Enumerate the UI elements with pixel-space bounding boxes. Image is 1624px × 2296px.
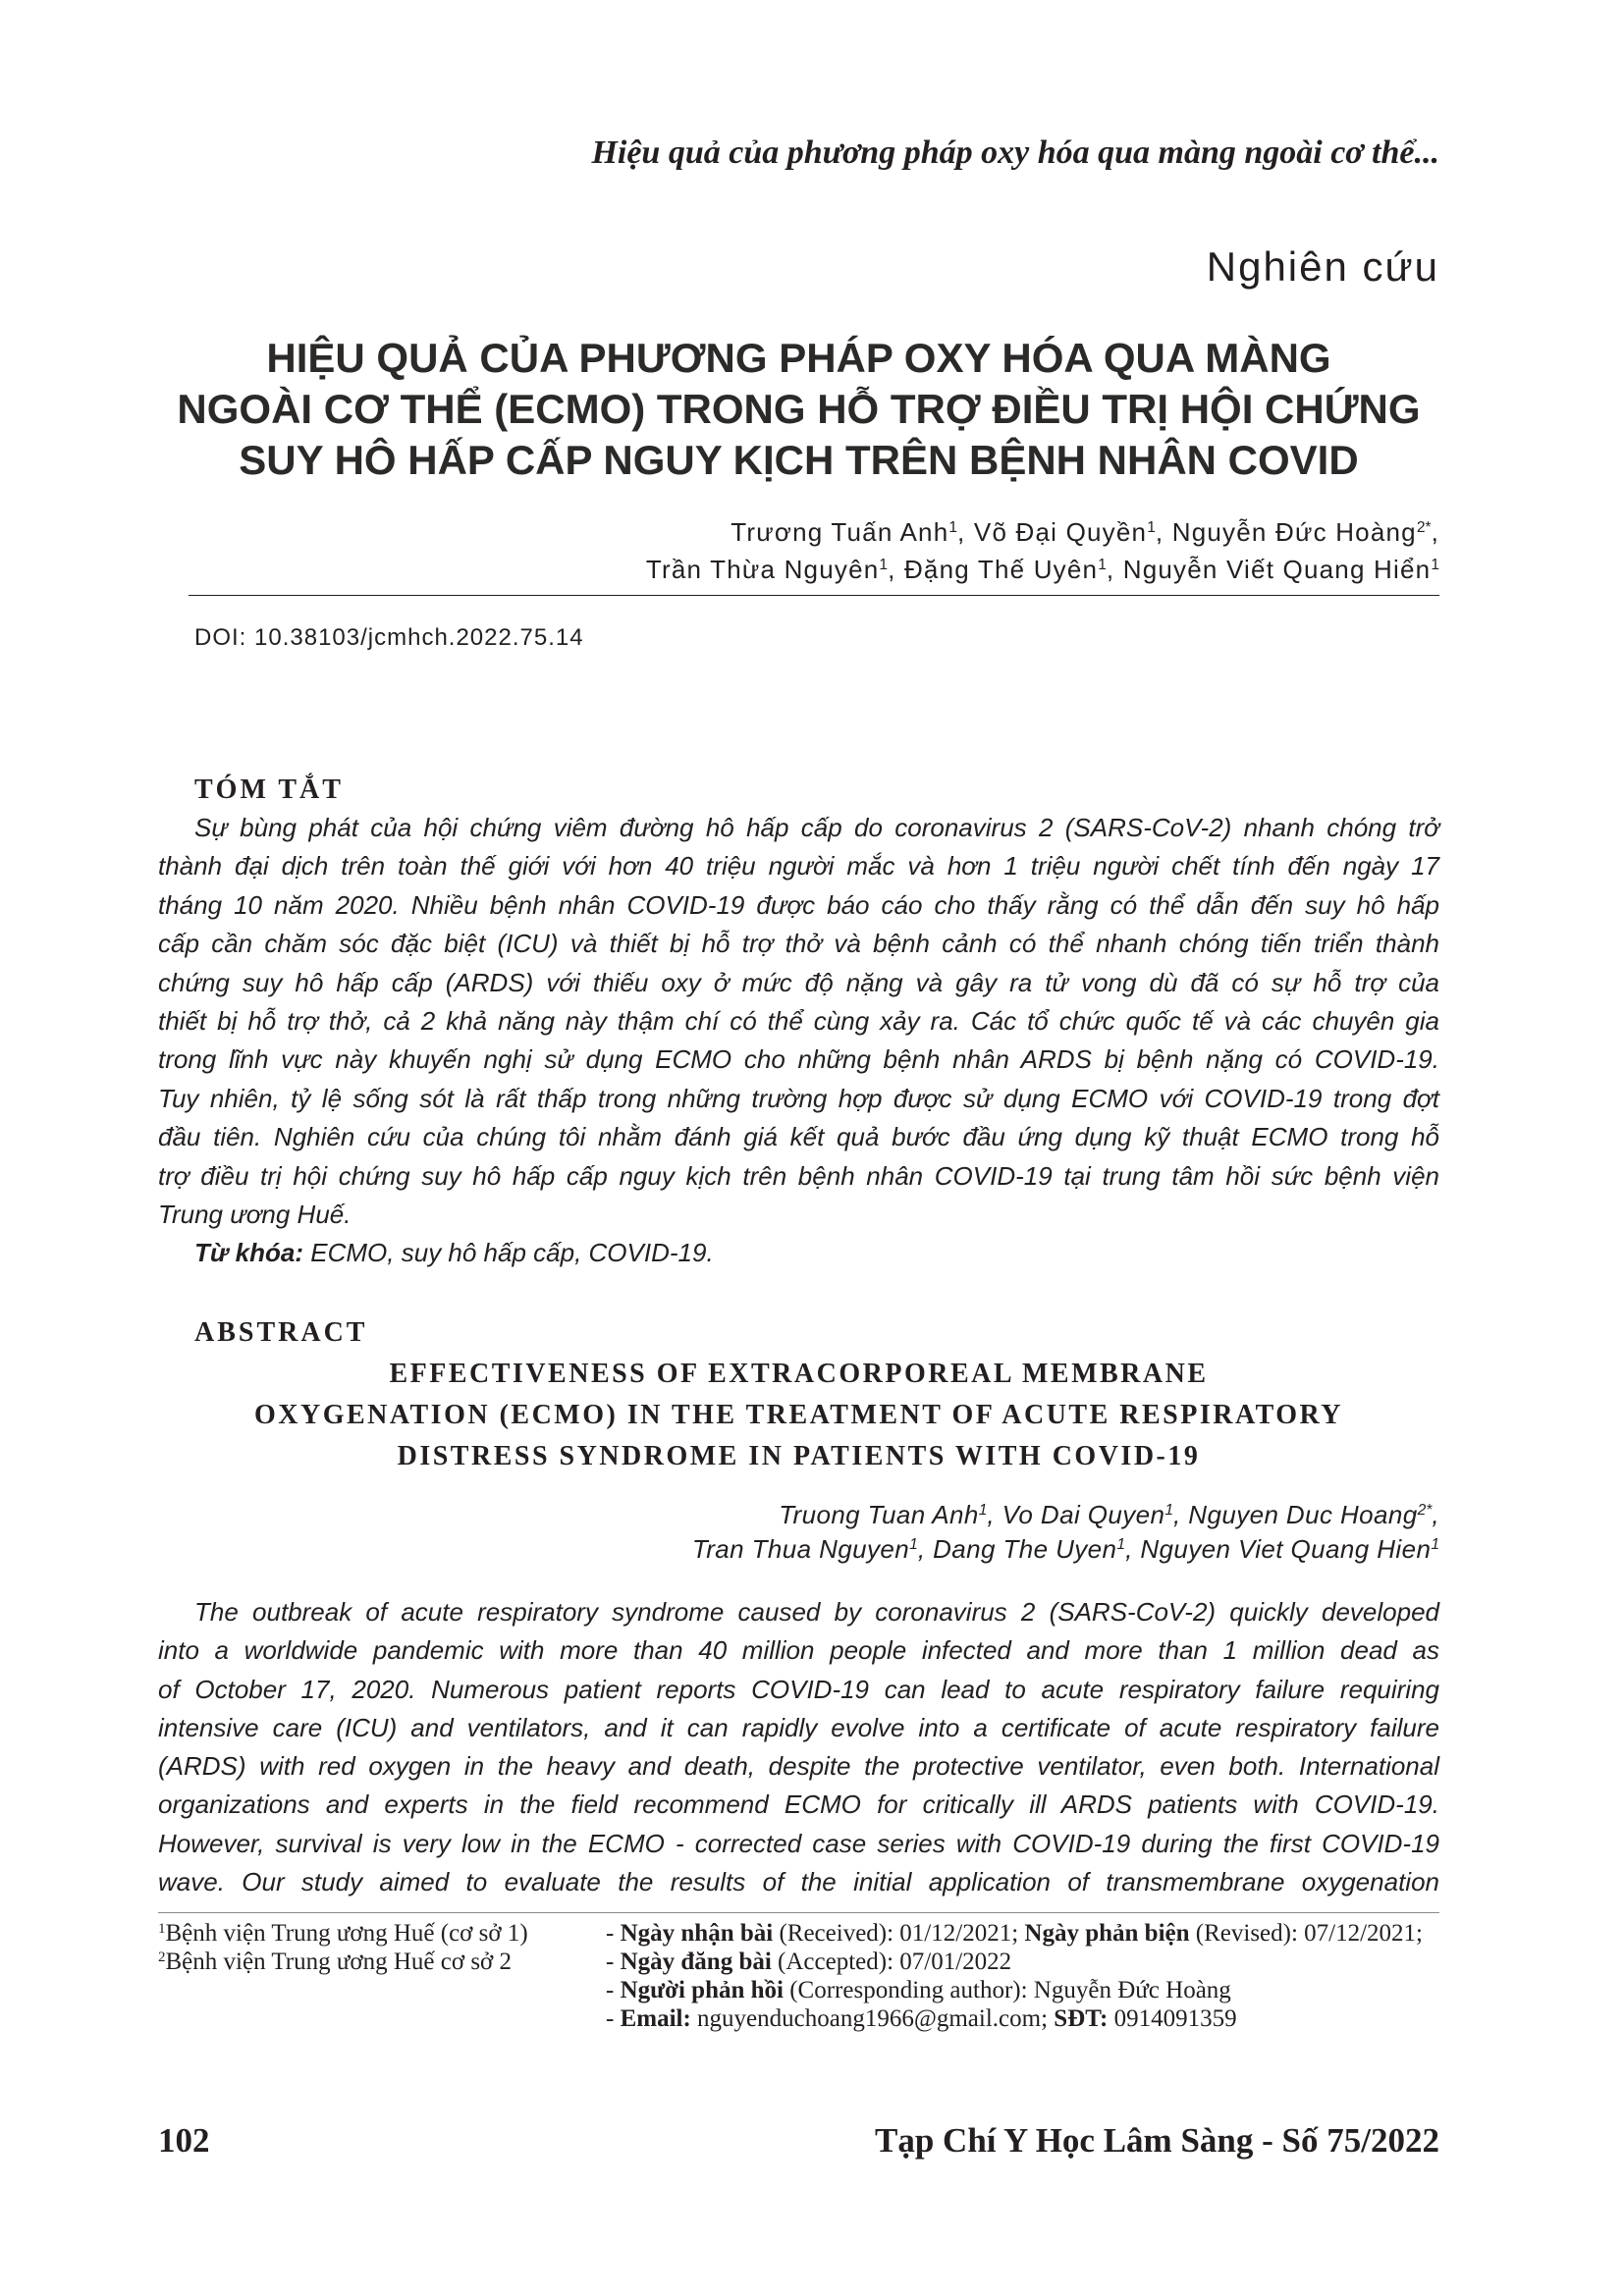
article-info: [606, 1919, 1423, 2033]
abstract-line: cấp cần chăm sóc đặc biệt (ICU) và thiết bị hỗ trợ thở và bệnh cảnh có thể nhanh chóng tiến triển thành: [158, 929, 1439, 959]
article-info-text: (Corresponding author): Nguyễn Đức Hoàng: [783, 1977, 1231, 2003]
article-info-text: -: [606, 2005, 621, 2032]
page-number: 102: [158, 2121, 210, 2160]
author-line: [692, 1498, 1439, 1532]
author-separator: ,: [917, 1533, 926, 1564]
abstract-line: organizations and experts in the field recommend ECMO for critically ill ARDS patients with COVID-19.: [158, 1789, 1439, 1820]
affiliation-marker: 1: [879, 556, 889, 573]
article-info-text: (Received): 01/12/2021;: [773, 1920, 1025, 1947]
article-info-text: (Revised): 07/12/2021;: [1189, 1920, 1424, 1947]
abstract-heading-vi: TÓM TẮT: [194, 774, 344, 805]
abstract-line: The outbreak of acute respiratory syndrome caused by coronavirus 2 (SARS-CoV-2) quickly developed: [194, 1597, 1439, 1627]
author-line: [646, 514, 1439, 552]
affiliation-marker: 1: [1431, 556, 1439, 573]
affiliation-marker: 1: [1164, 1502, 1174, 1520]
keywords-text: ECMO, suy hô hấp cấp, COVID-19.: [310, 1238, 714, 1268]
author-name: Nguyen Viet Quang Hien: [1140, 1533, 1432, 1564]
abstract-body-vi: [158, 809, 1439, 1273]
author-list-vi: [646, 514, 1439, 588]
article-info-label: Email:: [620, 2005, 691, 2032]
affiliation-marker: 1: [1431, 1536, 1439, 1554]
author-name: Truong Tuan Anh: [779, 1500, 979, 1529]
affiliation-marker: 1: [1147, 519, 1156, 537]
abstract-line: đầu tiên. Nghiên cứu của chúng tôi nhằm đánh giá kết quả bước đầu ứng dụng kỹ thuật ECMO trong hỗ: [158, 1122, 1439, 1152]
article-info-text: nguyenduchoang1966@gmail.com;: [690, 2005, 1055, 2032]
abstract-line: thành đại dịch trên toàn thế giới với hơn 40 triệu người mắc và hơn 1 triệu người chết tính đến ngày 17: [158, 851, 1439, 881]
affiliation: [158, 1948, 528, 1976]
author-name: Trần Thừa Nguyên: [645, 554, 880, 584]
keywords-label: Từ khóa:: [194, 1238, 304, 1268]
abstract-line: thiết bị hỗ trợ thở, cả 2 khả năng này thậm chí có thể cùng xảy ra. Các tổ chức quốc tế và các chuyên gia: [158, 1006, 1439, 1037]
paper-title-en: [158, 1354, 1439, 1477]
abstract-line: Trung ương Huế.: [158, 1200, 352, 1230]
abstract-line: Tuy nhiên, tỷ lệ sống sót là rất thấp trong những trường hợp được sử dụng ECMO với COVID-19 trong đợt: [158, 1083, 1439, 1113]
author-name: Nguyễn Đức Hoàng: [1171, 517, 1417, 547]
abstract-line: Sự bùng phát của hội chứng viêm đường hô hấp cấp do coronavirus 2 (SARS-CoV-2) nhanh chóng trở: [194, 813, 1439, 842]
abstract-line: intensive care (ICU) and ventilators, and it can rapidly evolve into a certificate of acute respiratory failure: [158, 1712, 1439, 1742]
affiliation-marker: 1: [1098, 556, 1107, 573]
article-info-text: -: [606, 1920, 621, 1947]
affiliation-list: [158, 1919, 528, 1976]
abstract-body-en: [158, 1593, 1439, 1901]
author-separator: ,: [1173, 1500, 1181, 1529]
title-line: OXYGENATION (ECMO) IN THE TREATMENT OF ACUTE RESPIRATORY: [253, 1400, 1344, 1430]
article-info-label: Ngày nhận bài: [620, 1920, 774, 1947]
abstract-line: (ARDS) with red oxygen in the heavy and death, despite the protective ventilator, even both. International: [158, 1751, 1439, 1782]
author-separator: ,: [1431, 517, 1439, 547]
author-separator: ,: [987, 1500, 996, 1529]
affiliation-marker: 2*: [1416, 519, 1432, 537]
running-header: Hiệu quả của phương pháp oxy hóa qua màng ngoài cơ thể...: [591, 134, 1439, 171]
article-info-text: 0914091359: [1108, 2005, 1237, 2032]
author-name: Nguyen Duc Hoang: [1188, 1500, 1418, 1529]
keywords: [158, 1234, 1439, 1272]
article-info-label: Ngày đăng bài: [620, 1949, 772, 1975]
affiliation-marker: 1: [158, 1920, 166, 1937]
abstract-line: trợ điều trị hội chứng suy hô hấp cấp nguy kịch trên bệnh nhân COVID-19 tại trung tâm hồi sức bệnh viện: [158, 1160, 1439, 1191]
article-info-line: [606, 1976, 1423, 2004]
affiliation-marker: 2: [158, 1949, 166, 1965]
author-name: Vo Dai Quyen: [1001, 1500, 1165, 1529]
footnote-divider: [158, 1912, 1439, 1913]
author-name: Võ Đại Quyền: [973, 517, 1148, 547]
author-list-en: [692, 1498, 1439, 1566]
abstract-line: chứng suy hô hấp cấp (ARDS) với thiếu oxy ở mức độ nặng và gây ra tử vong dù đã có sự hỗ trợ của: [158, 967, 1439, 997]
article-info-label: Người phản hồi: [620, 1977, 784, 2003]
affiliation: [158, 1919, 528, 1948]
title-line: DISTRESS SYNDROME IN PATIENTS WITH COVID-19: [397, 1441, 1201, 1471]
title-line: HIỆU QUẢ CỦA PHƯƠNG PHÁP OXY HÓA QUA MÀNG: [266, 335, 1331, 381]
author-separator: ,: [888, 554, 896, 584]
author-separator: ,: [1155, 517, 1164, 547]
section-label: Nghiên cứu: [1206, 243, 1439, 290]
author-line: [692, 1532, 1439, 1567]
affiliation-marker: 1: [909, 1536, 918, 1554]
affiliation-marker: 1: [1116, 1536, 1126, 1554]
author-name: Đặng Thế Uyên: [903, 554, 1099, 584]
article-info-text: -: [606, 1949, 621, 1975]
author-separator: ,: [1106, 554, 1115, 584]
article-info-line: [606, 2004, 1423, 2033]
abstract-line: trong lĩnh vực này khuyến nghị sử dụng ECMO cho những bệnh nhân ARDS bị bệnh nặng có COVID-19.: [158, 1044, 1439, 1075]
author-name: Nguyễn Viết Quang Hiển: [1122, 554, 1432, 584]
abstract-line: wave. Our study aimed to evaluate the results of the initial application of transmembrane oxygenation: [158, 1867, 1439, 1897]
article-info-label: SĐT:: [1054, 2005, 1109, 2032]
author-name: Tran Thua Nguyen: [691, 1533, 910, 1564]
article-info-text: -: [606, 1977, 621, 2003]
abstract-heading-en: ABSTRACT: [194, 1317, 368, 1348]
author-name: Dang The Uyen: [933, 1533, 1117, 1564]
article-info-label: Ngày phản biện: [1024, 1920, 1190, 1947]
title-line: EFFECTIVENESS OF EXTRACORPOREAL MEMBRANE: [389, 1359, 1209, 1389]
journal-name: Tạp Chí Y Học Lâm Sàng - Số 75/2022: [875, 2121, 1439, 2160]
title-line: SUY HÔ HẤP CẤP NGUY KỊCH TRÊN BỆNH NHÂN COVID: [239, 437, 1359, 483]
author-separator: ,: [957, 517, 966, 547]
abstract-line: of October 17, 2020. Numerous patient reports COVID-19 can lead to acute respiratory failure requiring: [158, 1674, 1439, 1704]
affiliation-marker: 1: [978, 1502, 988, 1520]
article-info-line: [606, 1948, 1423, 1976]
article-info-text: (Accepted): 07/01/2022: [771, 1949, 1012, 1975]
title-line: NGOÀI CƠ THỂ (ECMO) TRONG HỖ TRỢ ĐIỀU TRỊ HỘI CHỨNG: [177, 386, 1421, 432]
author-name: Trương Tuấn Anh: [731, 517, 949, 547]
author-line: [646, 552, 1439, 589]
affiliation-marker: 1: [948, 519, 958, 537]
abstract-line: into a worldwide pandemic with more than 40 million people infected and more than 1 million dead as: [158, 1635, 1439, 1666]
article-info-line: [606, 1919, 1423, 1948]
header-divider: [189, 595, 1439, 596]
affiliation-text: Bệnh viện Trung ương Huế cơ sở 2: [165, 1949, 513, 1975]
author-separator: ,: [1432, 1500, 1439, 1529]
author-separator: ,: [1125, 1533, 1133, 1564]
affiliation-marker: 2*: [1417, 1502, 1433, 1520]
paper-title-vi: [158, 333, 1439, 486]
abstract-line: tháng 10 năm 2020. Nhiều bệnh nhân COVID-19 được báo cáo cho thấy rằng có thể dẫn đến suy hô hấp: [158, 889, 1439, 920]
doi: DOI: 10.38103/jcmhch.2022.75.14: [194, 624, 584, 651]
abstract-line: However, survival is very low in the ECMO - corrected case series with COVID-19 during the first COVID-19: [158, 1828, 1439, 1858]
affiliation-text: Bệnh viện Trung ương Huế (cơ sở 1): [165, 1920, 528, 1947]
